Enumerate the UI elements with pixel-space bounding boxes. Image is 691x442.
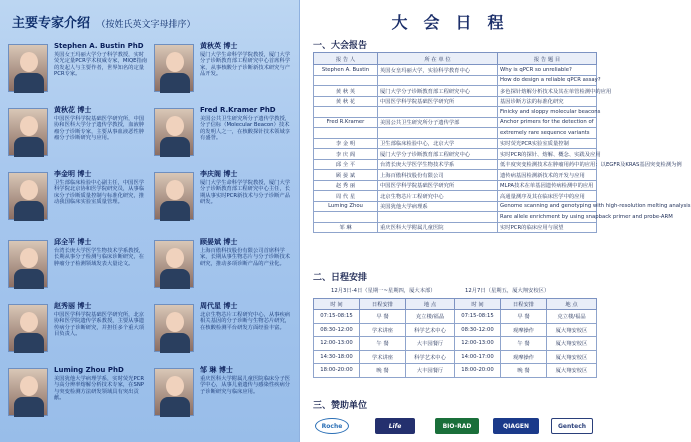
topic-cell: 高通量测序及其在临床医学中的应用	[498, 191, 597, 202]
speaker-cell	[314, 212, 378, 223]
unit-cell: 美国公共卫生研究所分子遗传学部	[378, 117, 498, 128]
unit-cell: 上海百傲科技股份有限公司	[378, 170, 498, 181]
speaker-cell: 周 代 星	[314, 191, 378, 202]
expert-photo	[8, 108, 48, 156]
schedule-cell: 18:00-20:00	[455, 364, 501, 378]
expert-photo	[154, 108, 194, 156]
table-row	[314, 86, 597, 97]
expert-name: 邹 琳 博士	[200, 366, 233, 374]
speaker-cell: 李 金 明	[314, 138, 378, 149]
column-header: 报 告 题 目	[498, 53, 597, 65]
expert-bio: 美国公共卫生研究所分子遗传学教授，分子信标（Molecular Beacon）技术的发明人之一，在核酸探针技术领域享有盛誉。	[200, 116, 291, 141]
speaker-cell	[314, 107, 378, 118]
expert-name: 李金明 博士	[54, 170, 92, 178]
topic-cell: Anchor primers for the detection of	[498, 117, 597, 128]
expert-bio: 中国医学科学院基础医学研究所，北京协和医学院遗传学系教授，主要从事遗传病分子诊断研究，并担任多个重大项目负责人。	[54, 312, 145, 337]
topic-cell: 遗传病基因检测新技术的开发与应用	[498, 170, 597, 181]
unit-cell	[378, 107, 498, 118]
schedule-cell: 克立楼/福晶	[547, 310, 597, 324]
table-row	[314, 310, 597, 324]
schedule-cell: 12:00-13:00	[314, 337, 360, 351]
expert-bio: 上海百傲科技股份有限公司首席科学家，长期从事生物芯片与分子诊断技术研究，推动多项诊断产品的产业化。	[200, 248, 291, 267]
table-row	[314, 191, 597, 202]
column-header: 时 间	[314, 299, 360, 310]
unit-cell: 重庆医科大学附属儿童医院	[378, 222, 498, 233]
expert-photo	[154, 44, 194, 92]
speaker-cell: 顾 晏 斌	[314, 170, 378, 181]
page-title: 主要专家介绍	[12, 15, 91, 30]
table-row	[314, 337, 597, 351]
unit-cell: 美国犹他大学病理系	[378, 201, 498, 212]
unit-cell: 中国医学科学院基础医学研究所	[378, 180, 498, 191]
topic-cell: 低丰度突变检测技术在肿瘤用药中的应用：以EGFR及KRAS基因突变检测为例	[498, 159, 597, 170]
section-heading-sponsors: 三、赞助单位	[313, 401, 368, 411]
roche-logo: Roche	[315, 418, 349, 434]
speaker-cell: 邹 琳	[314, 222, 378, 233]
gentech-logo: Gentech	[551, 418, 593, 434]
schedule-cell: 学术讲座	[360, 323, 406, 337]
schedule-cell: 14:30-18:00	[314, 350, 360, 364]
topic-cell: Finicky and sloppy molecular beacons	[498, 107, 597, 118]
unit-cell: 卫生部临床检验中心，北京大学	[378, 138, 498, 149]
topic-cell: 实时PCR的探针、熔解、概念、实践及应用	[498, 149, 597, 160]
schedule-cell: 07:15-08:15	[314, 310, 360, 324]
column-header: 报 告 人	[314, 53, 378, 65]
unit-cell: 厦门大学分子诊断教育部工程研究中心	[378, 86, 498, 97]
day-label: 12月3日-4日（星期一~星期四，厦大本部）	[331, 288, 436, 294]
schedule-panel	[301, 0, 691, 442]
table-row	[314, 159, 597, 170]
topic-cell: 多色探针熔解分析技术及其在单管检测中的应用	[498, 86, 597, 97]
table-row	[314, 138, 597, 149]
expert-card	[8, 302, 148, 372]
topic-cell: Rare allele enrichment by using snapback primer and probe-ARM	[498, 212, 597, 223]
expert-bio: 重庆医科大学附属儿童医院临床分子医学中心，从事儿童遗传与感染性疾病分子诊断研究与临床应用。	[200, 376, 291, 395]
topic-cell: extremely rare sequence variants	[498, 128, 597, 139]
speaker-cell: Luming Zhou	[314, 201, 378, 212]
expert-name: 邱全平 博士	[54, 238, 92, 246]
schedule-cell: 08:30-12:00	[314, 323, 360, 337]
speaker-cell	[314, 128, 378, 139]
expert-photo	[8, 304, 48, 352]
column-header: 地 点	[547, 299, 597, 310]
table-row	[314, 96, 597, 107]
expert-card	[8, 42, 148, 112]
speaker-cell: 赵 秀 丽	[314, 180, 378, 191]
expert-bio: 厦门大学生命科学学院教授，厦门大学分子诊断教育部工程研究中心首席科学家，从事核酸分子诊断新技术研究与产品开发。	[200, 52, 291, 77]
schedule-cell: 大丰园餐厅	[406, 364, 455, 378]
report-table	[313, 52, 691, 233]
schedule-cell: 厦大翔安校区	[547, 337, 597, 351]
expert-name: 李庆阁 博士	[200, 170, 238, 178]
schedule-title: 大 会 日 程	[391, 15, 510, 32]
expert-name: 黄秋花 博士	[54, 106, 92, 114]
topic-cell: MLPA技术在单基因遗传病检测中的应用	[498, 180, 597, 191]
unit-cell	[378, 128, 498, 139]
expert-bio: 北京生物芯片工程研究中心，从事疾病相关基因的分子诊断与生物芯片研究，在核酸检测平台研发方面经验丰富。	[200, 312, 291, 331]
biorad-logo: BIO-RAD	[435, 418, 479, 434]
table-row	[314, 65, 597, 76]
schedule-cell: 科学艺术中心	[406, 323, 455, 337]
expert-card	[8, 170, 148, 240]
day-labels	[313, 286, 596, 296]
schedule-cell: 观摩操作	[501, 350, 547, 364]
expert-card	[154, 106, 294, 176]
table-row	[314, 364, 597, 378]
topic-cell: 实时荧光PCR实验室质量控制	[498, 138, 597, 149]
expert-bio: 台湾长庚大学医学生物技术学系教授，长期从事分子检测与临床诊断研究，在肿瘤分子检测领域发表大量论文。	[54, 248, 145, 267]
schedule-cell: 早 餐	[501, 310, 547, 324]
column-header: 时 间	[455, 299, 501, 310]
expert-photo	[8, 44, 48, 92]
speaker-cell: 邱 全 平	[314, 159, 378, 170]
speaker-cell: Stephen A. Bustin	[314, 65, 378, 76]
schedule-cell: 大丰园餐厅	[406, 337, 455, 351]
schedule-cell: 厦大翔安校区	[547, 323, 597, 337]
table-row	[314, 128, 597, 139]
expert-card	[8, 106, 148, 176]
schedule-cell: 学术讲座	[360, 350, 406, 364]
sponsor-logos	[313, 412, 596, 438]
schedule-cell: 晚 餐	[360, 364, 406, 378]
schedule-cell: 早 餐	[360, 310, 406, 324]
expert-photo	[8, 172, 48, 220]
expert-card	[154, 42, 294, 112]
expert-photo	[154, 368, 194, 416]
unit-cell	[378, 75, 498, 86]
speaker-cell: 黄 秋 英	[314, 86, 378, 97]
table-header-row	[314, 299, 597, 310]
expert-panel-title	[12, 12, 292, 32]
expert-photo	[154, 304, 194, 352]
column-header: 日程安排	[501, 299, 547, 310]
life-logo: Life	[375, 418, 415, 434]
expert-bio: 卫生部临床检验中心副主任，中国医学科学院北京协和医学院研究员，从事临床分子诊断质量控制与标准化研究，推动我国临床实验室质量管理。	[54, 180, 145, 205]
speaker-cell: 李 庆 阁	[314, 149, 378, 160]
expert-name: 周代星 博士	[200, 302, 238, 310]
schedule-cell: 厦大翔安校区	[547, 350, 597, 364]
schedule-cell: 12:00-13:00	[455, 337, 501, 351]
expert-card	[154, 238, 294, 308]
schedule-cell: 观摩操作	[501, 323, 547, 337]
column-header: 所 在 单 位	[378, 53, 498, 65]
topic-cell: 基因诊断方法的标准化研究	[498, 96, 597, 107]
expert-photo	[8, 240, 48, 288]
speaker-cell: Fred R.Kramer	[314, 117, 378, 128]
speaker-cell: 黄 秋 花	[314, 96, 378, 107]
expert-card	[8, 238, 148, 308]
qiagen-logo: QIAGEN	[493, 418, 539, 434]
unit-cell	[378, 212, 498, 223]
topic-cell: How do design a reliable qPCR assay?	[498, 75, 597, 86]
section-heading-schedule: 二、日程安排	[313, 273, 368, 283]
topic-cell: Genome scanning and genotyping with high-resolution melting analysis	[498, 201, 597, 212]
schedule-table	[313, 298, 597, 378]
expert-name: Luming Zhou PhD	[54, 366, 124, 374]
schedule-cell: 07:15-08:15	[455, 310, 501, 324]
table-row	[314, 107, 597, 118]
expert-card	[8, 366, 148, 436]
day-label: 12月7日（星期五，厦大翔安校区）	[465, 288, 550, 294]
unit-cell: 中国医学科学院基础医学研究所	[378, 96, 498, 107]
unit-cell: 台湾长庚大学医学生物技术学系	[378, 159, 498, 170]
schedule-cell: 科学艺术中心	[406, 350, 455, 364]
expert-bio: 中国医学科学院基础医学研究所，中国协和医科大学分子遗传学教授，血液肿瘤分子诊断专家，主要从事血液恶性肿瘤分子诊断研究与应用。	[54, 116, 145, 141]
table-row	[314, 149, 597, 160]
column-header: 地 点	[406, 299, 455, 310]
schedule-cell: 晚 餐	[501, 364, 547, 378]
expert-name: 黄秋英 博士	[200, 42, 238, 50]
expert-photo	[154, 240, 194, 288]
table-header-row	[314, 53, 597, 65]
expert-name: Fred R.Kramer PhD	[200, 106, 276, 114]
schedule-cell: 克立楼/福晶	[406, 310, 455, 324]
expert-card	[154, 170, 294, 240]
schedule-cell: 午 餐	[501, 337, 547, 351]
expert-card	[154, 366, 294, 436]
table-row	[314, 117, 597, 128]
schedule-cell: 08:30-12:00	[455, 323, 501, 337]
topic-cell: 实时PCR的临床应用与展望	[498, 222, 597, 233]
table-row	[314, 212, 597, 223]
column-header: 日程安排	[360, 299, 406, 310]
schedule-cell: 14:00-17:00	[455, 350, 501, 364]
table-row	[314, 222, 597, 233]
expert-name: Stephen A. Bustin PhD	[54, 42, 144, 50]
expert-name: 赵秀丽 博士	[54, 302, 92, 310]
schedule-cell: 午 餐	[360, 337, 406, 351]
expert-photo	[154, 172, 194, 220]
expert-bio: 厦门大学生命科学学院教授，厦门大学分子诊断教育部工程研究中心主任，长期从事实时PCR新技术与分子诊断产品研发。	[200, 180, 291, 205]
section-heading-reports: 一、大会报告	[313, 41, 368, 51]
expert-photo	[8, 368, 48, 416]
page-subtitle: （按姓氏英文字母排序）	[96, 19, 196, 29]
table-row	[314, 201, 597, 212]
table-row	[314, 75, 597, 86]
expert-panel	[0, 0, 300, 442]
table-row	[314, 180, 597, 191]
unit-cell: 厦门大学分子诊断教育部工程研究中心	[378, 149, 498, 160]
table-row	[314, 350, 597, 364]
expert-bio: 美国犹他大学病理学系，实时荧光PCR与高分辨率熔解分析技术专家，在SNP与突变检测方法研发领域具有突出贡献。	[54, 376, 145, 401]
table-row	[314, 323, 597, 337]
schedule-cell: 厦大翔安校区	[547, 364, 597, 378]
expert-card	[154, 302, 294, 372]
unit-cell: 北京生物芯片工程研究中心	[378, 191, 498, 202]
unit-cell: 英国女皇玛丽大学，实验科学教育中心	[378, 65, 498, 76]
expert-bio: 英国女王玛丽大学分子科学教授，实时荧光定量PCR学术权威专家，MIQE指南的发起人与主要作者，世界知名的定量PCR专家。	[54, 52, 148, 77]
speaker-cell	[314, 75, 378, 86]
schedule-cell: 18:00-20:00	[314, 364, 360, 378]
table-row	[314, 170, 597, 181]
topic-cell: Why is qPCR so unreliable?	[498, 65, 597, 76]
expert-name: 顾晏斌 博士	[200, 238, 238, 246]
